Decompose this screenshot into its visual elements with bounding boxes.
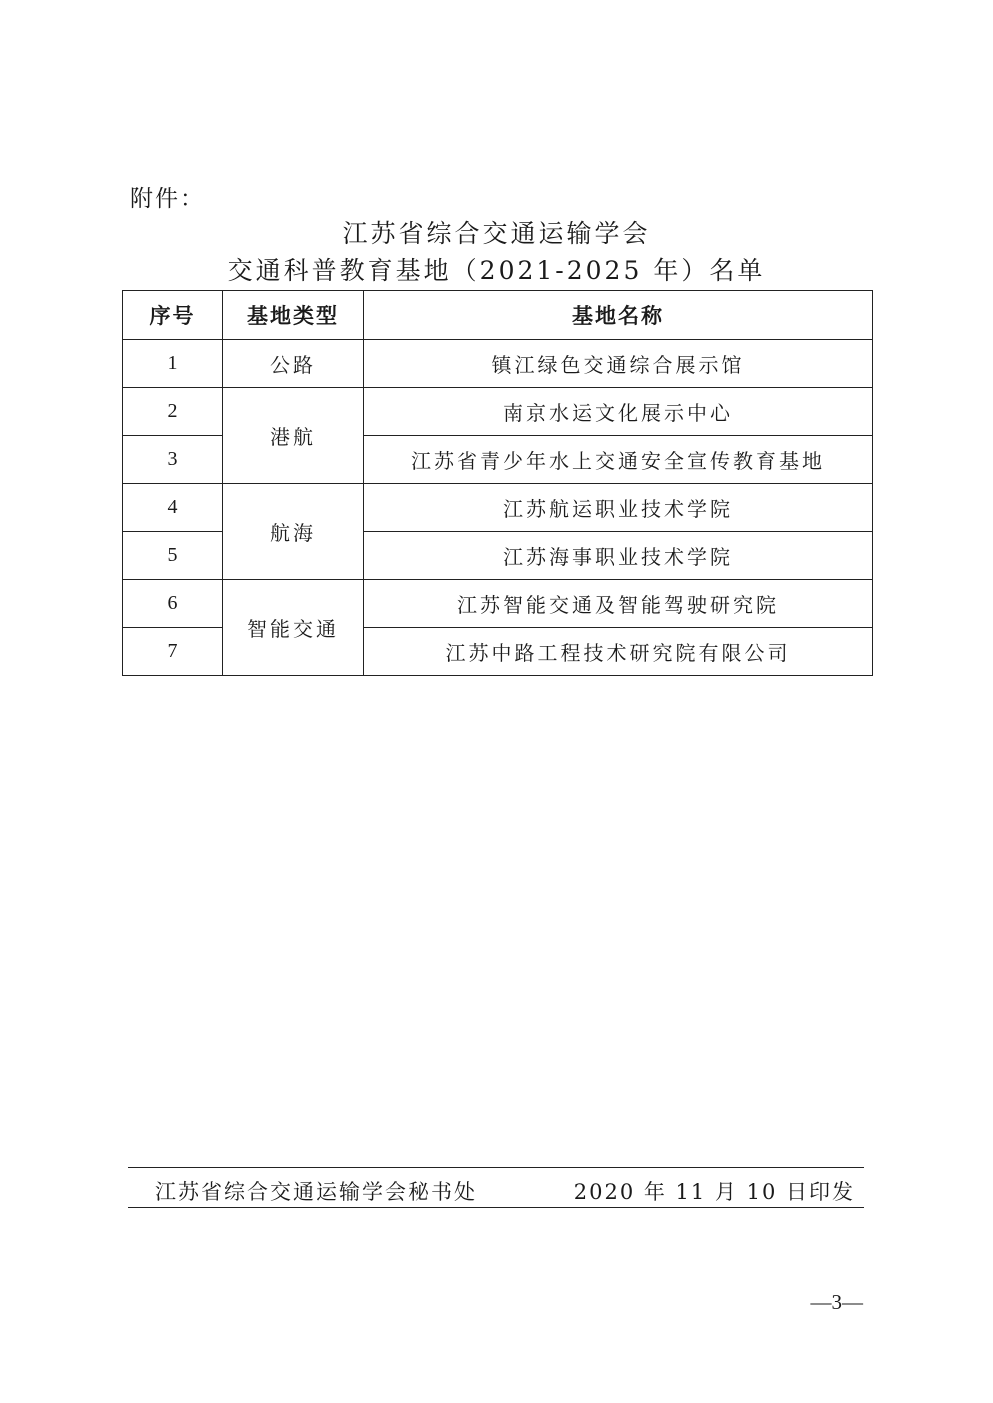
row-base-type: 公路 bbox=[223, 340, 364, 388]
page-number: —3— bbox=[810, 1290, 863, 1314]
row-base-name: 江苏海事职业技术学院 bbox=[364, 532, 873, 580]
row-serial-number: 4 bbox=[123, 484, 223, 532]
document-title-line2: 交通科普教育基地（2021-2025 年）名单 bbox=[227, 256, 766, 285]
table-header-row bbox=[123, 291, 873, 340]
row-serial-number: 7 bbox=[123, 628, 223, 676]
row-serial-number: 3 bbox=[123, 436, 223, 484]
row-base-name: 南京水运文化展示中心 bbox=[364, 388, 873, 436]
table-row bbox=[123, 484, 873, 532]
row-base-type: 航海 bbox=[223, 484, 364, 580]
row-serial-number: 5 bbox=[123, 532, 223, 580]
row-base-name: 江苏省青少年水上交通安全宣传教育基地 bbox=[364, 436, 873, 484]
footer-bottom-rule bbox=[128, 1207, 864, 1208]
footer-issuer: 江苏省综合交通运输学会秘书处 bbox=[155, 1180, 477, 1204]
table-row bbox=[123, 388, 873, 436]
header-serial-number: 序号 bbox=[123, 291, 223, 340]
document-title-line1: 江苏省综合交通运输学会 bbox=[342, 219, 651, 248]
table-row bbox=[123, 340, 873, 388]
footer-top-rule bbox=[128, 1167, 864, 1168]
row-serial-number: 6 bbox=[123, 580, 223, 628]
attachment-label: 附件： bbox=[130, 186, 205, 212]
base-list-table bbox=[122, 290, 873, 676]
row-serial-number: 2 bbox=[123, 388, 223, 436]
row-base-name: 镇江绿色交通综合展示馆 bbox=[364, 340, 873, 388]
row-serial-number: 1 bbox=[123, 340, 223, 388]
row-base-type: 港航 bbox=[223, 388, 364, 484]
footer-issue-date: 2020 年 11 月 10 日印发 bbox=[573, 1180, 855, 1204]
row-base-type: 智能交通 bbox=[223, 580, 364, 676]
row-base-name: 江苏航运职业技术学院 bbox=[364, 484, 873, 532]
row-base-name: 江苏中路工程技术研究院有限公司 bbox=[364, 628, 873, 676]
header-base-name: 基地名称 bbox=[364, 291, 873, 340]
row-base-name: 江苏智能交通及智能驾驶研究院 bbox=[364, 580, 873, 628]
header-base-type: 基地类型 bbox=[223, 291, 364, 340]
table-row bbox=[123, 580, 873, 628]
